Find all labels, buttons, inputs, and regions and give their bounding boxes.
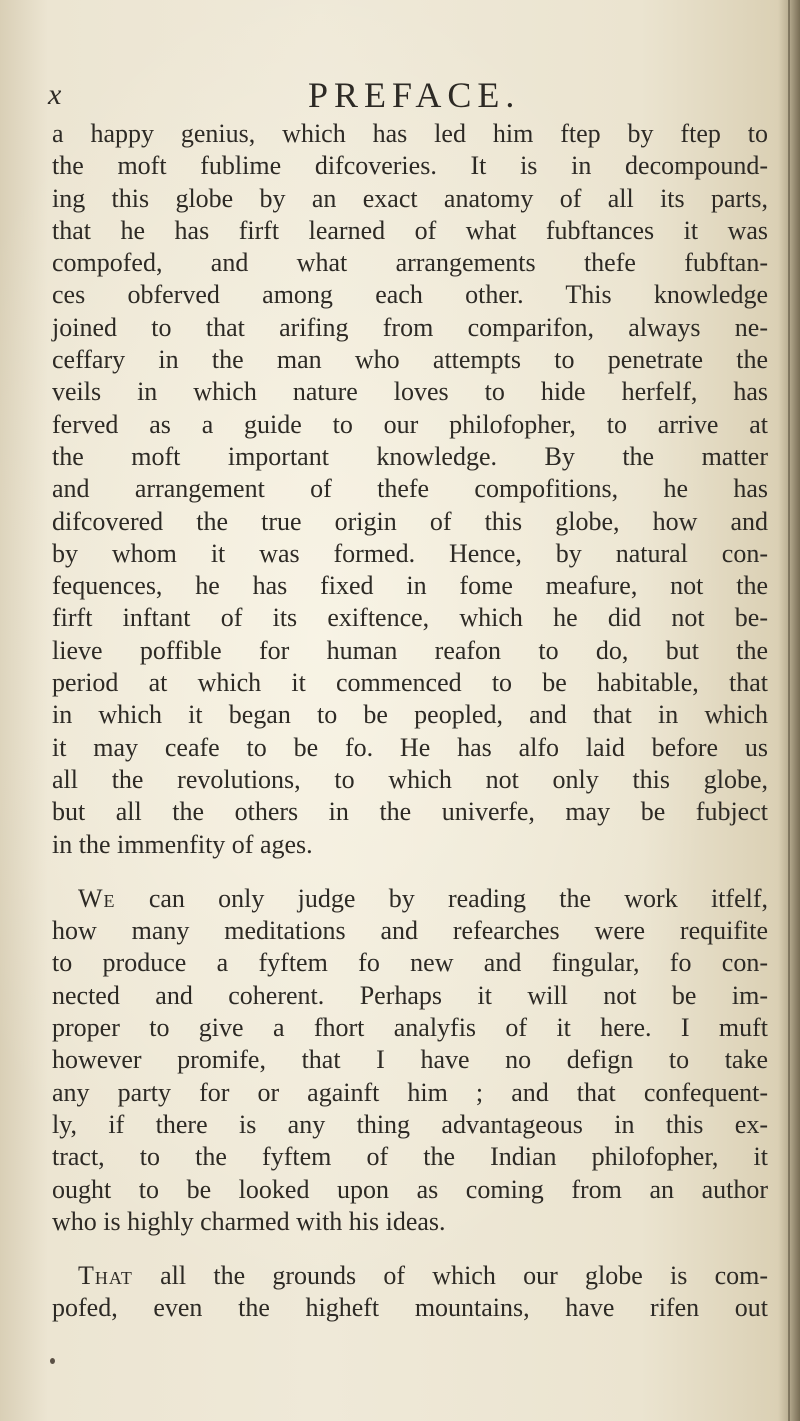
text-line: tract, to the fyftem of the Indian philofopher, it — [52, 1142, 768, 1172]
text-line: joined to that arifing from comparifon, always ne- — [52, 312, 768, 342]
text-line: ferved as a guide to our philofopher, to arrive at — [52, 409, 768, 439]
text-line: in the immenfity of ages. — [52, 829, 313, 859]
text-line: it may ceafe to be fo. He has alfo laid before us — [52, 732, 768, 762]
text-line: compofed, and what arrangements thefe fubftan- — [52, 248, 768, 278]
text-line: but all the others in the univerfe, may be fubject — [52, 797, 768, 827]
lead-word: We — [78, 883, 116, 913]
text-line: and arrangement of thefe compofitions, he has — [52, 474, 768, 504]
text-line: period at which it commenced to be habitable, that — [52, 668, 768, 698]
text-line: all the revolutions, to which not only this globe, — [52, 764, 768, 794]
ink-speck — [50, 1358, 55, 1364]
text-line: in which it began to be peopled, and that in which — [52, 700, 768, 730]
page-edge-line — [788, 0, 790, 1421]
text-line: a happy genius, which has led him ftep by ftep to — [52, 119, 768, 148]
text-line: fequences, he has fixed in fome meafure, not the — [52, 571, 768, 601]
text-line: however promife, that I have no defign to take — [52, 1045, 768, 1075]
page-header — [48, 74, 768, 114]
text-line: by whom it was formed. Hence, by natural con- — [52, 538, 768, 568]
text-line — [52, 883, 768, 915]
text-line-rest: can only judge by reading the work itfelf, — [115, 883, 768, 913]
paragraph-1 — [52, 118, 768, 861]
text-line: the moft important knowledge. By the matter — [52, 441, 768, 471]
text-line — [52, 1260, 768, 1292]
text-line: to produce a fyftem fo new and fingular, fo con- — [52, 948, 768, 978]
page-number: x — [48, 78, 62, 111]
indent — [52, 1261, 78, 1290]
body-text — [52, 118, 768, 1325]
text-line: ly, if there is any thing advantageous in this ex- — [52, 1109, 768, 1139]
text-line: ces obferved among each other. This knowledge — [52, 280, 768, 310]
text-line: nected and coherent. Perhaps it will not be im- — [52, 980, 768, 1010]
text-line-rest: all the grounds of which our globe is com- — [132, 1261, 768, 1291]
text-line: veils in which nature loves to hide herfelf, has — [52, 377, 768, 407]
text-line: that he has firft learned of what fubftances it was — [52, 215, 768, 245]
text-line: the moft fublime difcoveries. It is in decompound- — [52, 151, 768, 181]
paragraph-gap — [52, 1238, 768, 1260]
text-line: lieve poffible for human reafon to do, but the — [52, 635, 768, 665]
paragraph-gap — [52, 861, 768, 883]
paragraph-3 — [52, 1260, 768, 1325]
text-line: difcovered the true origin of this globe, how and — [52, 506, 768, 536]
lead-word: That — [78, 1261, 133, 1291]
text-line: proper to give a fhort analyfis of it here. I muft — [52, 1013, 768, 1043]
indent — [52, 884, 78, 913]
running-head: PREFACE. — [308, 75, 521, 115]
text-line: who is highly charmed with his ideas. — [52, 1206, 446, 1236]
text-line: ceffary in the man who attempts to penetrate the — [52, 345, 768, 375]
text-line: how many meditations and refearches were requifite — [52, 916, 768, 946]
text-line: any party for or againft him ; and that confequent- — [52, 1077, 768, 1107]
text-line: firft inftant of its exiftence, which he did not be- — [52, 603, 768, 633]
paragraph-2 — [52, 883, 768, 1238]
text-line: pofed, even the higheft mountains, have rifen out — [52, 1293, 768, 1323]
text-line: ought to be looked upon as coming from an author — [52, 1174, 768, 1204]
text-line: ing this globe by an exact anatomy of all its parts, — [52, 183, 768, 213]
